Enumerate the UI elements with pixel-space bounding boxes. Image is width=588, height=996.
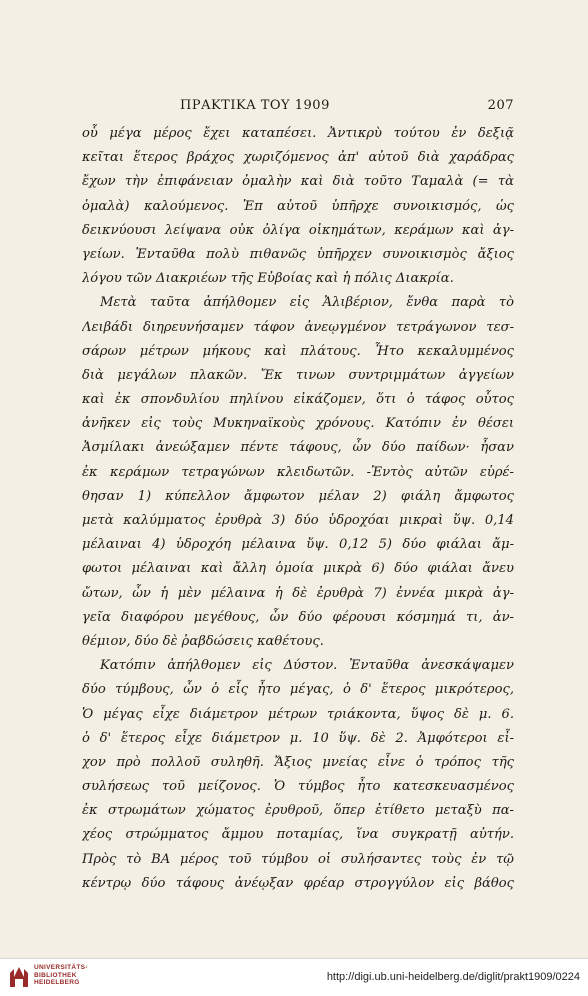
text-line: κεῖται ἕτερος βράχος χωριζόμενος ἀπ' αὐτοῦ διὰ χαράδρας [82, 150, 514, 166]
text-line: συλήσεως τοῦ μείζονος. Ὁ τύμβος ἦτο κατεσκευασμένος [82, 779, 514, 795]
digitization-footer [0, 958, 588, 996]
running-head [82, 98, 514, 118]
running-title: ΠΡΑΚΤΙΚΑ ΤΟΥ 1909 [180, 98, 330, 113]
text-line: γείων. Ἐνταῦθα πολὺ πιθανῶς ὑπῆρχεν συνοικισμὸς ἄξιος [82, 246, 514, 262]
text-line: Μετὰ ταῦτα ἀπήλθομεν εἰς Ἀλιβέριον, ἔνθα παρὰ τὸ [100, 295, 514, 311]
text-line: οὗ μέγα μέρος ἔχει καταπέσει. Ἀντικρὺ τούτου ἐν δεξιᾷ [82, 126, 514, 141]
text-line: δεικνύουσι λείψανα οὐκ ὀλίγα οἰκημάτων, κεράμων καὶ ἀγ- [82, 222, 514, 238]
text-line: θησαν 1) κύπελλον ἄμφωτον μέλαν 2) φιάλη ἄμφωτος [82, 488, 514, 504]
text-line: ἐκ στρωμάτων χώματος ἐρυθροῦ, ὅπερ ἐτίθετο μεταξὺ πα- [82, 803, 514, 819]
library-name-line: UNIVERSITÄTS- [34, 964, 88, 971]
library-logo-icon [8, 965, 30, 989]
library-name [34, 964, 88, 987]
text-line: ὁ δ' ἕτερος εἶχε διάμετρον μ. 10 ὕψ. δὲ 2. Ἀμφότεροι εἶ- [82, 730, 514, 746]
text-line: καὶ ἐκ σπονδυλίου πηλίνου εἰκάζομεν, ὅτι ὁ τάφος οὗτος [82, 392, 514, 408]
text-line: μέλαιναι 4) ὑδροχόη μέλαινα ὕψ. 0,12 5) δύο φιάλαι ἄμ- [82, 537, 514, 553]
text-line: κέντρῳ δύο τάφους ἀνέῳξαν φρέαρ στρογγύλον εἰς βάθος [82, 875, 514, 891]
text-line: Ὁ μέγας εἶχε διάμετρον μέτρων τριάκοντα, ὕψος δὲ μ. 6. [82, 706, 514, 722]
text-line: ἀνῆκεν εἰς τοὺς Μυκηναϊκοὺς χρόνους. Κατόπιν ἐν θέσει [82, 416, 514, 432]
text-line: Ἀσμίλακι ἀνεώξαμεν πέντε τάφους, ὧν δύο παίδων· ἦσαν [82, 440, 514, 456]
text-line: λόγου τῶν Διακριέων τῆς Εὐβοίας καὶ ἡ πόλις Διακρία. [82, 271, 454, 287]
source-url-link[interactable]: http://digi.ub.uni-heidelberg.de/diglit/prakt1909/0224 [326, 971, 580, 983]
text-line: ἔχων τὴν ἐπιφάνειαν ὁμαλὴν καὶ διὰ τοῦτο Ταμαλὰ (= τὰ [82, 174, 514, 190]
text-line: Πρὸς τὸ ΒΑ μέρος τοῦ τύμβου οἱ συλήσαντες τοὺς ἐν τῷ [82, 851, 514, 867]
text-line: διὰ μεγάλων πλακῶν. Ἔκ τινων συντριμμάτων ἀγγείων [82, 367, 514, 383]
text-line: χον πρὸ πολλοῦ συληθῆ. Ἄξιος μνείας εἶνε ὁ τρόπος τῆς [82, 754, 514, 770]
library-name-line: BIBLIOTHEK [34, 971, 77, 979]
text-line: φωτοι μέλαιναι καὶ ἄλλη ὁμοία μικρὰ 6) δύο φιάλαι ἄνευ [82, 561, 514, 577]
text-line: ἐκ κεράμων τετραγώνων κλειδωτῶν. -Ἐντὸς αὐτῶν εὑρέ- [82, 464, 514, 480]
text-line: ὁμαλὰ) καλούμενος. Ἐπ αὐτοῦ ὑπῆρχε συνοικισμός, ὡς [82, 198, 514, 214]
text-line: θέμιον, δύο δὲ ῥαβδώσεις καθέτους. [82, 633, 324, 649]
text-line: χέος στρώμματος ἄμμου ποταμίας, ἵνα συγκρατῇ αὐτήν. [82, 827, 514, 843]
text-line: δύο τύμβους, ὧν ὁ εἷς ἦτο μέγας, ὁ δ' ἕτερος μικρότερος, [82, 682, 514, 698]
text-line: Κατόπιν ἀπήλθομεν εἰς Δύστον. Ἐνταῦθα ἀνεσκάψαμεν [100, 658, 514, 674]
text-line: Λειβάδι διηρευνήσαμεν τάφον ἀνεῳγμένον τετράγωνον τεσ- [82, 319, 514, 335]
library-name-line: HEIDELBERG [34, 979, 80, 986]
text-line: γεῖα διαφόρου μεγέθους, ὧν δύο φέρουσι κόσμημά τι, ἀν- [82, 609, 514, 625]
text-line: σάρων μέτρων μήκους καὶ πλάτους. Ἦτο κεκαλυμμένος [82, 343, 514, 359]
text-line: μετὰ καλύμματος ἐρυθρὰ 3) δύο ὑδροχόαι μικραὶ ὕψ. 0,14 [82, 513, 514, 528]
body-text [82, 122, 514, 896]
page-number: 207 [487, 98, 514, 113]
text-line: ὤτων, ὧν ἡ μὲν μέλαινα ἡ δὲ ἐρυθρὰ 7) ἐννέα μικρὰ ἀγ- [82, 585, 514, 601]
